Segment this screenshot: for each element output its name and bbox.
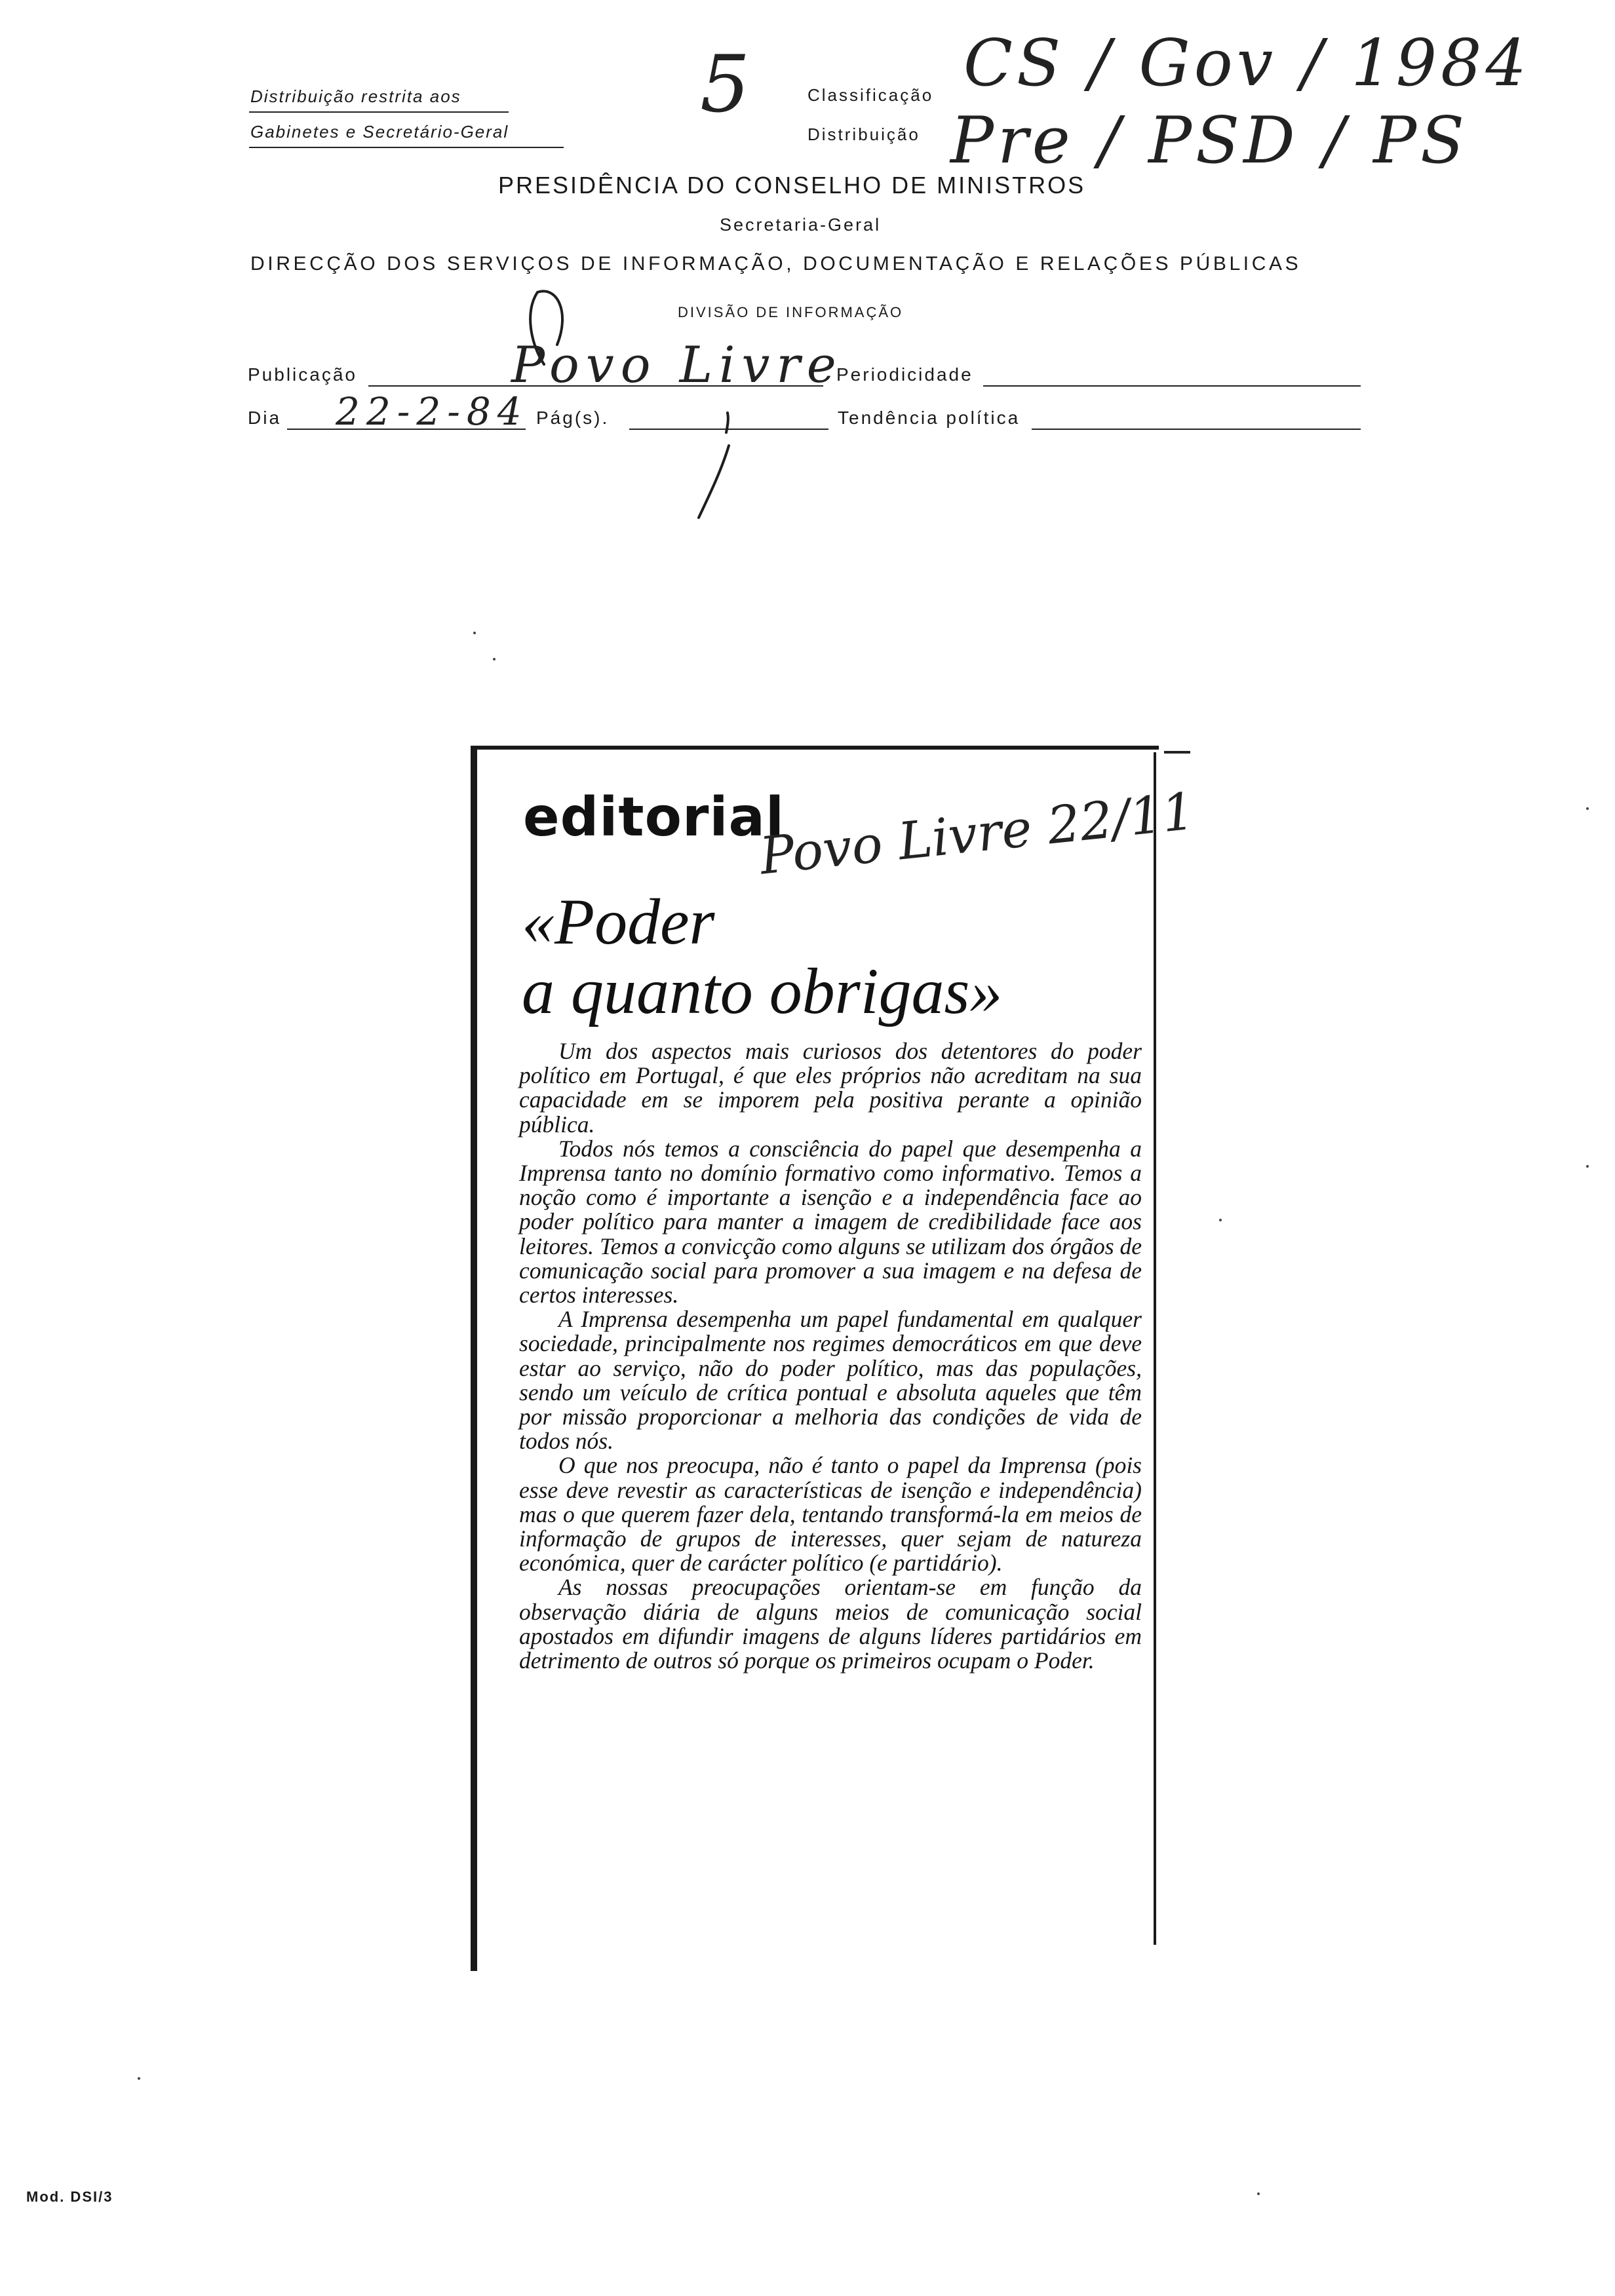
form-code: Mod. DSI/3	[26, 2189, 113, 2205]
scan-speck	[473, 632, 476, 634]
scan-speck	[1586, 807, 1589, 810]
clipping-border-top	[471, 746, 1159, 750]
division-title: DIVISÃO DE INFORMAÇÃO	[678, 304, 904, 320]
political-field-line	[1032, 429, 1361, 430]
clipping-handwritten-note: Povo Livre 22/11	[757, 782, 1197, 887]
org-title: PRESIDÊNCIA DO CONSELHO DE MINISTROS	[498, 172, 1086, 199]
scan-speck	[138, 2077, 140, 2080]
distribution-label: Distribuição	[808, 124, 920, 144]
headline-line2: a quanto obrigas»	[522, 955, 1003, 1027]
clipping-border-right	[1154, 752, 1156, 1945]
newspaper-clipping	[471, 746, 1197, 1971]
scan-speck	[1257, 2192, 1260, 2195]
scan-speck	[493, 658, 496, 660]
publication-label: Publicação	[248, 364, 357, 385]
article-paragraph: O que nos preocupa, não é tanto o papel da Imprensa (pois esse deve revestir as características de isenção e independência) mas o que querem fazer dela, tentando transformá-la em meios de informação de grupos de interesses, quer sejam de natureza económica, quer de carácter político (e partidário).	[519, 1452, 1142, 1577]
handwritten-slash	[695, 406, 747, 524]
divider	[249, 111, 509, 113]
page-number-handwritten: 5	[700, 39, 750, 130]
publication-value-handwritten: Povo Livre	[511, 335, 843, 394]
political-tendency-label: Tendência política	[838, 408, 1021, 428]
periodicity-label: Periodicidade	[836, 364, 973, 385]
directorate-title: DIRECÇÃO DOS SERVIÇOS DE INFORMAÇÃO, DOCUMENTAÇÃO E RELAÇÕES PÚBLICAS	[250, 253, 1302, 275]
headline-line1: «Poder	[522, 885, 715, 958]
distribution-note-line2: Gabinetes e Secretário-Geral	[250, 122, 509, 142]
distribution-note-line1: Distribuição restrita aos	[250, 86, 461, 106]
article-body	[519, 1039, 1142, 1673]
divider	[249, 147, 564, 148]
distribution-handwritten: Pre / PSD / PS	[950, 104, 1469, 178]
scan-speck	[1219, 1219, 1222, 1221]
scan-speck	[1586, 1165, 1589, 1168]
clipping-border-left	[471, 746, 477, 1971]
article-paragraph: As nossas preocupações orientam-se em função da observação diária de alguns meios de comunicação social apostados em difundir imagens de alguns líderes partidários em detrimento de outros só porque os primeiros ocupam o Poder.	[519, 1574, 1142, 1674]
pages-label: Pág(s).	[536, 408, 610, 428]
classification-label: Classificação	[808, 85, 934, 105]
day-value-handwritten: 22-2-84	[336, 389, 528, 434]
article-paragraph: A Imprensa desempenha um papel fundamental em qualquer sociedade, principalmente nos regimes democráticos em que deve estar ao serviço, não do poder político, mas das populações, sendo um veículo de crítica pontual e absoluta aqueles que têm por missão proporcionar a melhoria das condições de vida de todos nós.	[519, 1306, 1142, 1455]
article-paragraph: Um dos aspectos mais curiosos dos detentores do poder político em Portugal, é que eles próprios não acreditam na sua capacidade em se imporem pela positiva perante a opinião pública.	[519, 1038, 1142, 1138]
org-subtitle: Secretaria-Geral	[720, 215, 882, 235]
periodicity-field-line	[983, 385, 1361, 387]
scan-mark	[1164, 751, 1190, 754]
article-paragraph: Todos nós temos a consciência do papel que desempenha a Imprensa tanto no domínio formativo como informativo. Temos a noção como é importante a isenção e a independência face ao poder político para manter a imagem de credibilidade face aos leitores. Temos a convicção como alguns se utilizam dos órgãos de comunicação social para promover a sua imagem e na defesa de certos interesses.	[519, 1135, 1142, 1309]
day-label: Dia	[248, 408, 282, 428]
section-label: editorial	[523, 786, 785, 849]
classification-handwritten: CS / Gov / 1984	[963, 26, 1530, 101]
